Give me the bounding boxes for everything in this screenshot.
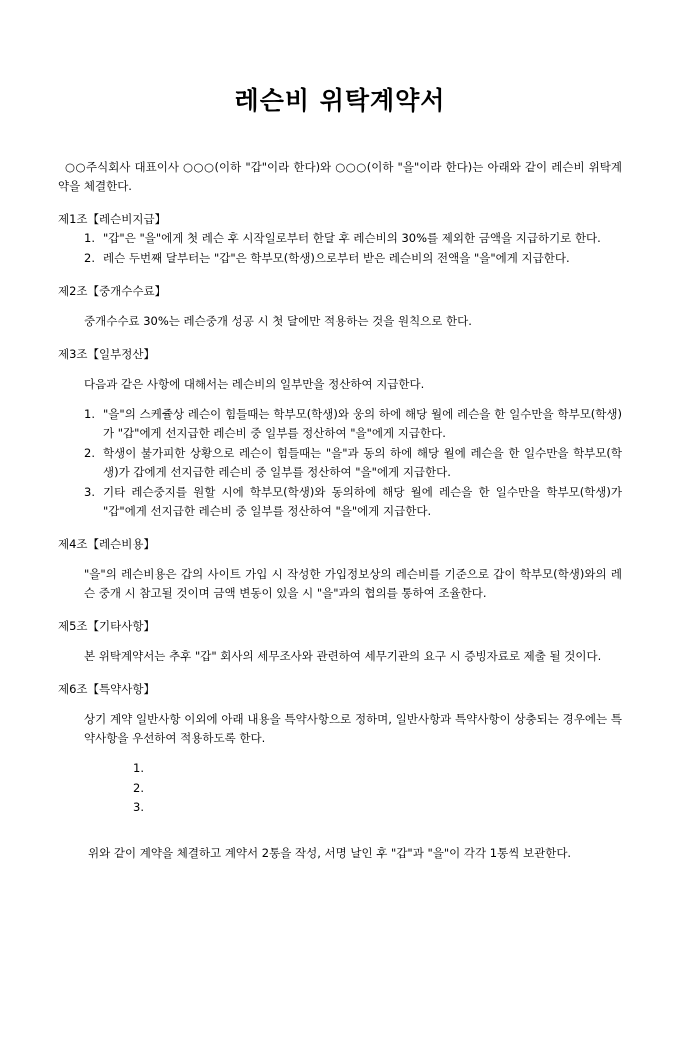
blank-item: 2. bbox=[133, 780, 144, 795]
section-5-paragraph: 본 위탁계약서는 추후 "갑" 회사의 세무조사와 관련하여 세무기관의 요구 시 증빙자료로 제출 될 것이다. bbox=[84, 649, 602, 664]
list-text: 레슨 두번째 달부터는 "갑"은 학부모(학생)으로부터 받은 레슨비의 전액을 "을"에게 지급한다. bbox=[103, 251, 570, 266]
section-2-heading: 제2조【중개수수료】 bbox=[58, 284, 167, 299]
list-marker: 2. bbox=[84, 251, 95, 266]
list-text: "을"의 스케쥴상 레슨이 힘들때는 학부모(학생)와 웅의 하에 해당 월에 레슨을 한 일수만을 학부모(학생)가 "갑"에게 선지급한 레슨비 중 일부를 정산하여 "을"에게 지급한다. bbox=[103, 407, 622, 441]
section-3-paragraph: 다음과 같은 사항에 대해서는 레슨비의 일부만을 정산하여 지급한다. bbox=[84, 377, 425, 392]
list-marker: 2. bbox=[84, 446, 95, 461]
list-item bbox=[58, 249, 622, 268]
section-3 bbox=[58, 345, 622, 521]
section-2 bbox=[58, 282, 622, 331]
list-text: "갑"은 "을"에게 첫 레슨 후 시작일로부터 한달 후 레슨비의 30%를 제외한 금액을 지급하기로 한다. bbox=[103, 231, 601, 246]
section-3-heading: 제3조【일부정산】 bbox=[58, 347, 155, 362]
blank-item: 1. bbox=[133, 761, 144, 776]
list-marker: 1. bbox=[84, 231, 95, 246]
section-1-heading: 제1조【레슨비지급】 bbox=[58, 211, 167, 226]
document-page bbox=[0, 86, 680, 1048]
section-5 bbox=[58, 617, 622, 666]
blank-item: 3. bbox=[133, 800, 144, 815]
section-4-paragraph: "을"의 레슨비용은 갑의 사이트 가입 시 작성한 가입정보상의 레슨비를 기준으로 갑이 학부모(학생)와의 레슨 중개 시 참고될 것이며 금액 변동이 있을 시 "을"과의 협의를 통하여 조율한다. bbox=[84, 567, 622, 601]
section-1 bbox=[58, 210, 622, 268]
list-text: 학생이 불가피한 상황으로 레슨이 힘들때는 "을"과 동의 하에 해당 월에 레슨을 한 일수만을 학부모(학생)가 갑에게 선지급한 레슨비 중 일부를 정산하여 "을"에게 지급한다. bbox=[103, 446, 622, 480]
intro-text: ○○주식회사 대표이사 ○○○(이하 "갑"이라 한다)와 ○○○(이하 "을"이라 한다)는 아래와 같이 레슨비 위탁계약을 체결한다. bbox=[58, 160, 622, 193]
section-4-heading: 제4조【레슨비용】 bbox=[58, 537, 155, 552]
list-marker: 3. bbox=[84, 485, 95, 500]
section-4 bbox=[58, 535, 622, 603]
section-5-heading: 제5조【기타사항】 bbox=[58, 619, 155, 634]
section-6-paragraph: 상기 계약 일반사항 이외에 아래 내용을 특약사항으로 정하며, 일반사항과 특약사항이 상충되는 경우에는 특약사항을 우선하여 적용하도록 한다. bbox=[84, 711, 622, 745]
closing-paragraph: 위와 같이 계약을 체결하고 계약서 2통을 작성, 서명 날인 후 "갑"과 "을"이 각각 1통씩 보관한다. bbox=[88, 845, 572, 860]
section-3-list bbox=[58, 405, 622, 521]
list-item bbox=[58, 444, 622, 482]
list-marker: 1. bbox=[84, 407, 95, 422]
section-1-list bbox=[58, 229, 622, 268]
section-2-paragraph: 중개수수료 30%는 레슨중개 성공 시 첫 달에만 적용하는 것을 원칙으로 한다. bbox=[84, 314, 472, 329]
list-item bbox=[58, 483, 622, 521]
section-6-heading: 제6조【특약사항】 bbox=[58, 681, 155, 696]
list-text: 기타 레슨중지를 원할 시에 학부모(학생)와 동의하에 해당 월에 레슨을 한 일수만을 학부모(학생)가 "갑"에게 선지급한 레슨비 중 일부를 정산하여 "을"에게 지급한다. bbox=[103, 485, 622, 519]
section-6-blank-list bbox=[58, 759, 622, 818]
intro-paragraph bbox=[58, 158, 622, 196]
page-title: 레슨비 위탁계약서 bbox=[234, 86, 446, 115]
list-item bbox=[58, 405, 622, 443]
section-6 bbox=[58, 680, 622, 818]
list-item bbox=[58, 229, 622, 248]
